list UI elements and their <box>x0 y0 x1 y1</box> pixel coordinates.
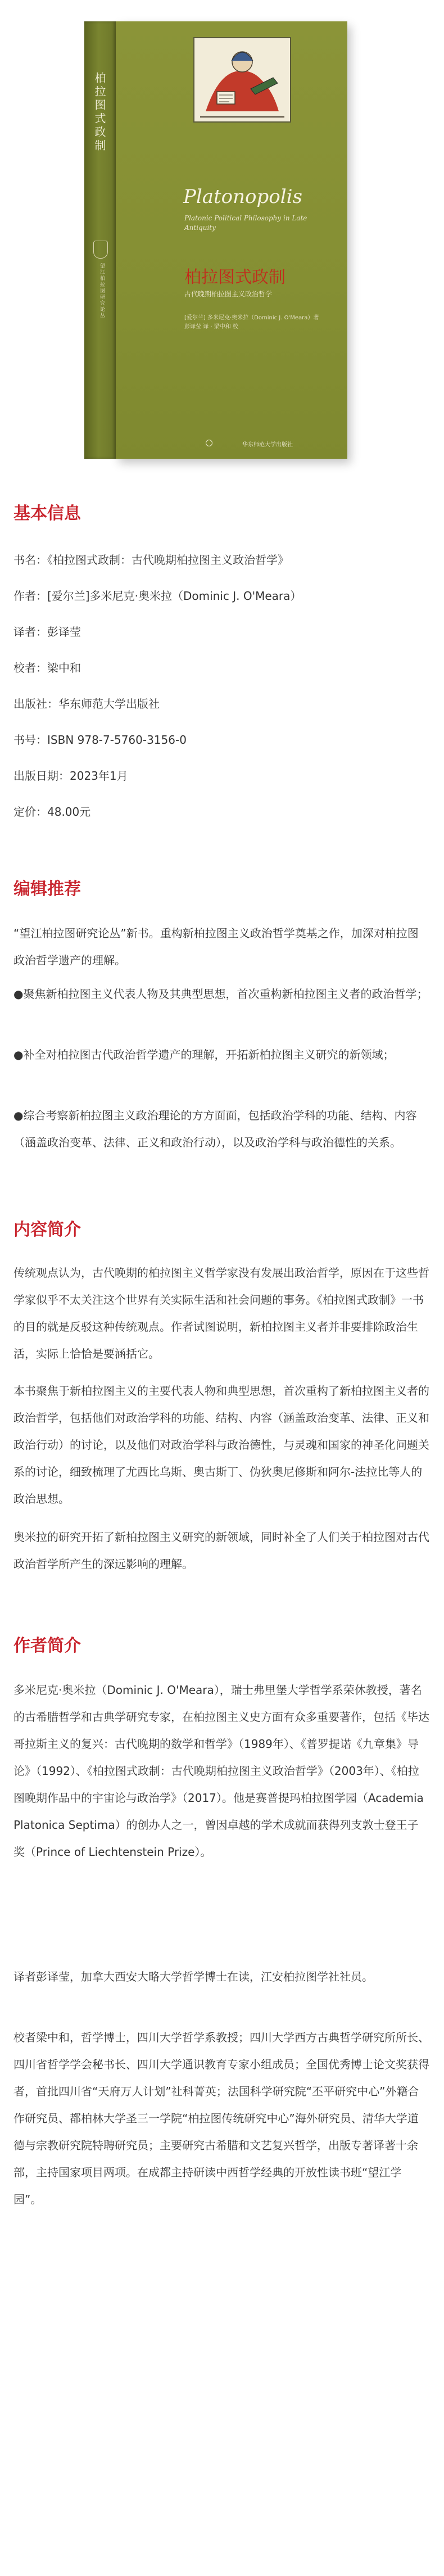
cover-publisher: 华东师范大学出版社 <box>242 442 293 448</box>
editor-recommendation-heading: 编辑推荐 <box>13 879 81 899</box>
info-author: 作者：[爱尔兰]多米尼克·奥米拉（Dominic J. O'Meara） <box>13 589 302 603</box>
book-cover-area <box>0 0 444 495</box>
woodcut-illustration-icon <box>193 37 291 123</box>
info-translator: 译者：彭译莹 <box>13 625 81 639</box>
translator-bio: 译者彭译莹，加拿大西安大略大学哲学博士在读，江安柏拉图学社社员。 <box>13 1970 373 1983</box>
author-bio: 多米尼克·奥米拉（Dominic J. O'Meara），瑞士弗里堡大学哲学系荣休教授，著名的古希腊哲学和古典学研究专家，在柏拉图主义史方面有众多重要著作，包括《毕达哥拉斯主义的复兴：古代晚期的数学和哲学》（1989年）、《普罗提诺《九章集》导论》（1992）、《柏拉图式政制：古代晚期柏拉图主义政治哲学》（2003年）、《柏拉图晚期作品中的宇宙论与政治学》（2017）。他是赛普提玛柏拉图学园（Academia Platonica Septima）的创办人之一，曾因卓越的学术成就而获得列支敦士登王子奖（Prince of Liechtenstein Prize）。 <box>13 1683 429 1859</box>
content-intro-para-3: 奥米拉的研究开拓了新柏拉图主义研究的新领域，同时补全了人们关于柏拉图对古代政治哲学所产生的深远影响的理解。 <box>13 1530 429 1571</box>
basic-info-heading: 基本信息 <box>13 504 81 523</box>
info-proofreader: 校者：梁中和 <box>13 661 81 675</box>
proofreader-bio: 校者梁中和，哲学博士，四川大学哲学系教授；四川大学西方古典哲学研究所所长、四川省哲学学会秘书长、四川大学通识教育专家小组成员；全国优秀博士论文奖获得者，首批四川省“天府万人计划”社科菁英；法国科学研究院“丕平研究中心”外籍合作研究员、都柏林大学圣三一学院“柏拉图传统研究中心”海外研究员、清华大学道德与宗教研究院特聘研究员；主要研究古希腊和文艺复兴哲学，出版专著译著十余部，主持国家项目两项。在成都主持研读中西哲学经典的开放性读书班“望江学园”。 <box>13 2031 429 2206</box>
info-publisher: 出版社：华东师范大学出版社 <box>13 697 160 711</box>
content-intro-para-1: 传统观点认为，古代晚期的柏拉图主义哲学家没有发展出政治哲学，原因在于这些哲学家似乎不太关注这个世界有关实际生活和社会问题的事务。《柏拉图式政制》一书的目的就是反驳这种传统观点。作者试图说明，新柏拉图主义者并非要排除政治生活，实际上恰恰是要涵括它。 <box>13 1266 429 1361</box>
cover-title-zh: 柏拉图式政制 <box>184 268 286 287</box>
content-intro-heading: 内容简介 <box>13 1220 81 1240</box>
cover-title-en: Platonopolis <box>183 186 302 208</box>
cover-subtitle-zh: 古代晚期柏拉图主义政治哲学 <box>184 290 273 298</box>
recommendation-point-1: ●聚焦新柏拉图主义代表人物及其典型思想，首次重构新柏拉图主义者的政治哲学； <box>13 987 428 1001</box>
recommendation-point-3: ●综合考察新柏拉图主义政治理论的方方面面，包括政治学科的功能、结构、内容（涵盖政治变革、法律、正义和政治行动），以及政治学科与政治德性的关系。 <box>13 1109 417 1149</box>
info-title: 书名：《柏拉图式政制：古代晚期柏拉图主义政治哲学》 <box>13 553 289 567</box>
cover-translator-line: 彭译莹 译 · 梁中和 校 <box>184 324 238 330</box>
author-intro-heading: 作者简介 <box>13 1636 81 1656</box>
info-isbn: 书号：ISBN 978-7-5760-3156-0 <box>13 733 187 747</box>
spine-title: 柏拉图式政制 <box>93 72 106 153</box>
cover-author-line: [爱尔兰] 多米尼克·奥米拉（Dominic J. O'Meara）著 <box>184 315 319 321</box>
book-spine <box>84 21 116 459</box>
recommendation-point-2: ●补全对柏拉图古代政治哲学遗产的理解，开拓新柏拉图主义研究的新领域； <box>13 1048 395 1061</box>
spine-emblem-icon <box>93 241 108 259</box>
cover-subtitle-en: Platonic Political Philosophy in Late Antiquity <box>184 214 307 232</box>
recommendation-intro: “望江柏拉图研究论丛”新书。重构新柏拉图主义政治哲学奠基之作，加深对柏拉图政治哲学遗产的理解。 <box>13 927 419 967</box>
book-cover <box>84 21 347 459</box>
spine-series: 望江柏拉图研究论丛 <box>99 263 105 319</box>
book-front <box>116 21 347 459</box>
info-pub-date: 出版日期：2023年1月 <box>13 769 128 783</box>
info-price: 定价：48.00元 <box>13 805 91 819</box>
cover-authors <box>184 314 330 332</box>
content-intro-para-2: 本书聚焦于新柏拉图主义的主要代表人物和典型思想，首次重构了新柏拉图主义者的政治哲学，包括他们对政治学科的功能、结构、内容（涵盖政治变革、法律、正义和政治行动）的讨论，以及他们对政治学科与政治德性，与灵魂和国家的神圣化问题关系的讨论，细致梳理了尤西比乌斯、奥古斯丁、伪狄奥尼修斯和阿尔-法拉比等人的政治思想。 <box>13 1384 429 1506</box>
